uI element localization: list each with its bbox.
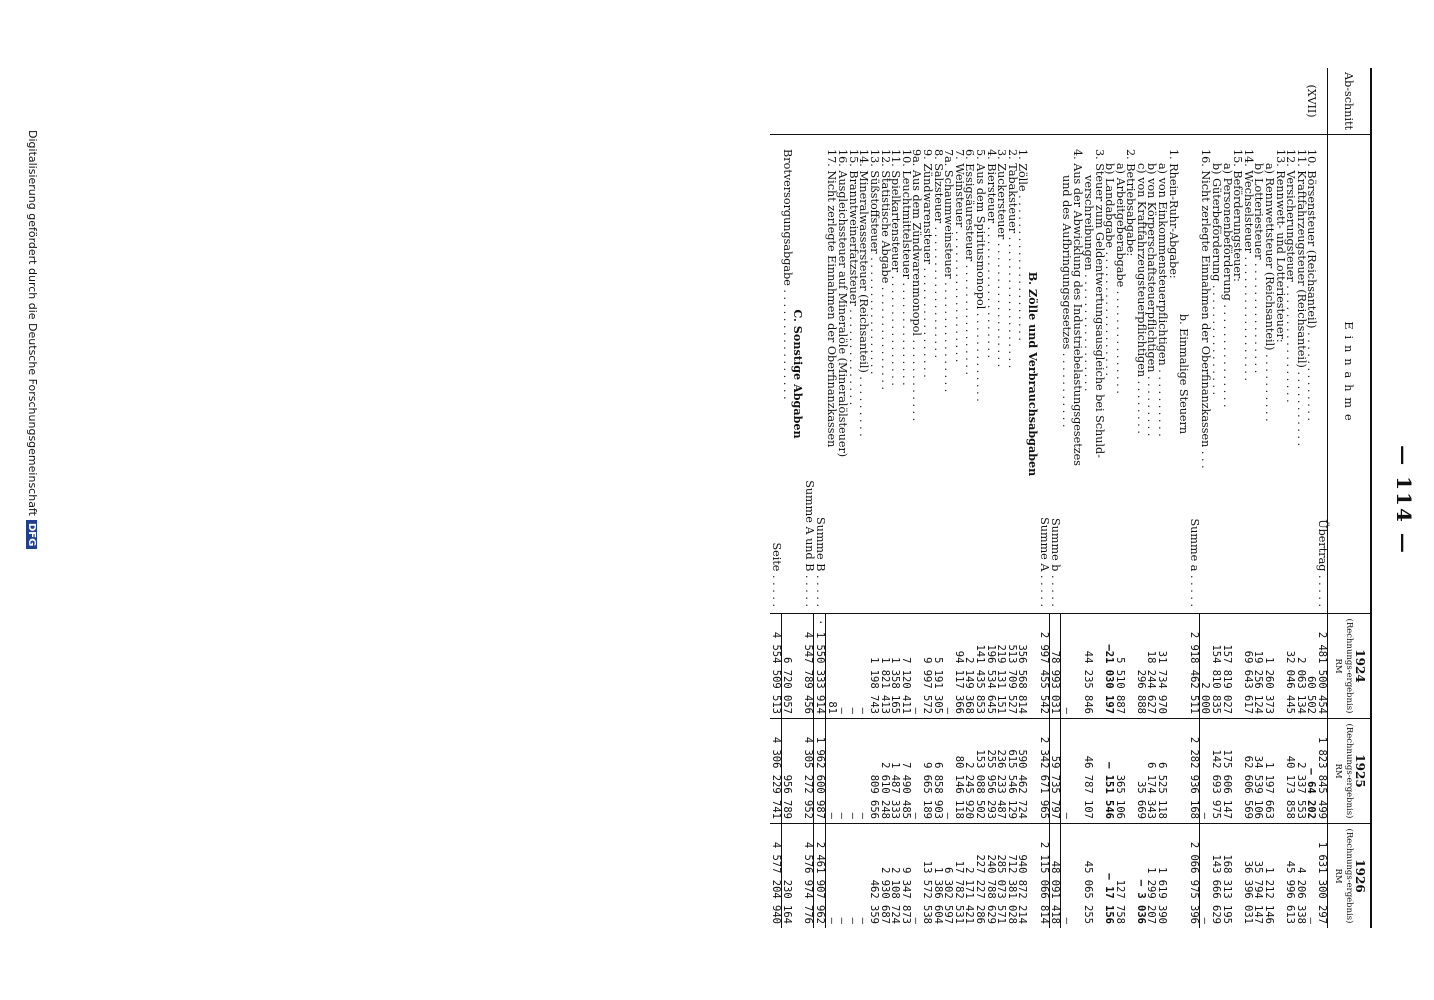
value-cell-1924: 4 547 789 456 bbox=[803, 614, 814, 719]
value-cell-1925: 809 656 bbox=[868, 719, 879, 824]
value-cell-1926: 712 381 028 bbox=[1005, 854, 1018, 924]
abschnitt-cell bbox=[879, 68, 890, 135]
value-cell-1926: 1 212 146 bbox=[1263, 867, 1276, 924]
value-cell-1926: 240 788 629 bbox=[984, 854, 997, 924]
credit-text: Digitalisierung gefördert durch die Deutsche Forschungsgemeinschaft bbox=[26, 130, 39, 516]
abschnitt-cell bbox=[1082, 68, 1093, 135]
header-sub: (Rechnungs-ergebnis) bbox=[1344, 828, 1355, 924]
value-cell-1925: 1 962 600 987 bbox=[814, 719, 826, 824]
abschnitt-cell bbox=[858, 68, 869, 135]
abschnitt-cell bbox=[1242, 68, 1253, 135]
einnahme-label: a) Arbeitgeberabgabe . . . . . . . . . . . . . . . bbox=[1114, 135, 1125, 614]
header-unit: RM bbox=[1333, 868, 1344, 884]
abschnitt-cell bbox=[890, 68, 901, 135]
value-cell-1924: 2 481 500 454 bbox=[1316, 614, 1327, 719]
value-cell-1924: 296 888 bbox=[1135, 614, 1146, 719]
value-cell-1924: 2 918 462 511 bbox=[1188, 614, 1199, 719]
value-cell-1924: 7 120 411 bbox=[900, 614, 911, 719]
value-cell-1926: 6 302 597 bbox=[942, 867, 955, 924]
value-cell-1926: 4 576 974 776 bbox=[803, 824, 814, 929]
einnahme-label: Brotversorgungsabgabe . . . . . . . . . . . . . . . . bbox=[781, 135, 792, 614]
value-cell-1924 bbox=[1125, 614, 1136, 719]
value-cell-1924: 513 709 527 bbox=[1006, 614, 1017, 719]
einnahme-label: 10. Börsensteuer (Reichsanteil) . . . . . . . . . . . . . bbox=[1306, 135, 1317, 614]
einnahme-label: b) Landabgabe . . . . . . . . . . . . . . . . . . bbox=[1104, 135, 1115, 614]
value-cell-1926: 4 577 204 940 bbox=[770, 824, 781, 929]
value-cell-1926: 36 396 031 bbox=[1241, 860, 1254, 924]
value-cell-1924: — bbox=[911, 614, 922, 719]
header-unit: RM bbox=[1333, 763, 1344, 779]
abschnitt-cell bbox=[1114, 68, 1125, 135]
value-cell-1925: 615 546 129 bbox=[1006, 719, 1017, 824]
abschnitt-cell bbox=[792, 68, 803, 135]
value-cell-1926: 45 996 613 bbox=[1284, 860, 1297, 924]
einnahme-label: 2. Betriebsabgabe: bbox=[1125, 135, 1136, 614]
value-cell-1926: 2 066 975 396 bbox=[1188, 824, 1199, 929]
einnahme-label: 8. Salzsteuer . . . . . . . . . . . . . . . . . . . bbox=[932, 135, 943, 614]
value-cell-1924: 5 191 305 bbox=[932, 614, 943, 719]
abschnitt-cell bbox=[1135, 68, 1146, 135]
page-number: — 114 — bbox=[1392, 445, 1416, 555]
value-cell-1924: 356 568 814 bbox=[1017, 614, 1028, 719]
value-cell-1924: 1 198 743 bbox=[868, 614, 879, 719]
abschnitt-cell bbox=[1316, 68, 1327, 135]
value-cell-1925: 2 610 248 bbox=[879, 719, 890, 824]
value-cell-1926 bbox=[1232, 824, 1243, 929]
value-cell-1924: — bbox=[847, 614, 858, 719]
abschnitt-cell bbox=[974, 68, 985, 135]
table-row bbox=[1049, 68, 1061, 928]
value-cell-1925: — 151 546 bbox=[1104, 719, 1115, 824]
abschnitt-cell bbox=[1104, 68, 1115, 135]
value-cell-1926: — bbox=[836, 917, 849, 924]
value-cell-1925: 59 735 797 bbox=[1049, 719, 1061, 824]
table-row bbox=[1157, 68, 1168, 928]
value-cell-1926: 1 386 604 bbox=[931, 867, 944, 924]
table-row bbox=[1038, 68, 1049, 928]
value-cell-1925: 6 858 903 bbox=[932, 719, 943, 824]
value-cell-1925: 1 197 663 bbox=[1263, 719, 1274, 824]
table-row bbox=[781, 68, 792, 928]
einnahme-label: Summe b . . . . . bbox=[1049, 135, 1061, 614]
value-cell-1925: — bbox=[847, 719, 858, 824]
table-row bbox=[837, 68, 848, 928]
value-cell-1926: 2 930 687 bbox=[878, 867, 891, 924]
abschnitt-cell bbox=[964, 68, 975, 135]
value-cell-1926: 2 461 907 962 bbox=[814, 824, 826, 929]
einnahme-label: 7a. Schaumweinsteuer . . . . . . . . . . . . . . . . bbox=[943, 135, 954, 614]
abschnitt-cell bbox=[1210, 68, 1221, 135]
value-cell-1925 bbox=[1167, 719, 1178, 824]
einnahme-label: 10. Leuchtmittelsteuer . . . . . . . . . . . . . . . bbox=[900, 135, 911, 614]
value-cell-1924 bbox=[1167, 614, 1178, 719]
value-cell-1925: 2 337 553 bbox=[1295, 719, 1306, 824]
value-cell-1926: 9 347 873 bbox=[899, 867, 912, 924]
einnahme-label: 3. Zuckersteuer . . . . . . . . . . . . . . . . . . bbox=[996, 135, 1007, 614]
abschnitt-cell bbox=[996, 68, 1007, 135]
value-cell-1925: 365 106 bbox=[1114, 719, 1125, 824]
table-body bbox=[770, 68, 1327, 928]
einnahme-label: 14. Mineralwassersteuer (Reichsanteil) . . . . . . . . . bbox=[858, 135, 869, 614]
einnahme-label: 4. Aus der Abwicklung des Industriebelastungsgesetzes bbox=[1072, 135, 1083, 614]
header-sub: (Rechnungs-ergebnis) bbox=[1344, 618, 1355, 714]
value-cell-1926 bbox=[1027, 824, 1038, 929]
table-header-row bbox=[1328, 68, 1372, 928]
einnahme-label: 15. Beförderungsteuer: bbox=[1232, 135, 1243, 614]
value-cell-1924 bbox=[1178, 614, 1189, 719]
value-cell-1925: 2 342 671 965 bbox=[1038, 719, 1049, 824]
einnahme-label: 7. Weinsteuer . . . . . . . . . . . . . . . . . . . bbox=[953, 135, 964, 614]
value-cell-1924: 9 997 572 bbox=[921, 614, 932, 719]
header-1926 bbox=[1328, 824, 1372, 929]
einnahme-label: 11. Spielkartensteuer . . . . . . . . . . . . . . . . bbox=[890, 135, 901, 614]
value-cell-1924: 5 510 887 bbox=[1114, 614, 1125, 719]
abschnitt-cell bbox=[1061, 68, 1072, 135]
value-cell-1924: 69 643 617 bbox=[1242, 614, 1253, 719]
table-row bbox=[770, 68, 781, 928]
value-cell-1924 bbox=[1093, 614, 1104, 719]
value-cell-1925: — bbox=[911, 719, 922, 824]
header-year: 1925 bbox=[1353, 754, 1368, 788]
value-cell-1925: 7 490 485 bbox=[900, 719, 911, 824]
value-cell-1924: 154 810 835 bbox=[1210, 614, 1221, 719]
table-row bbox=[1263, 68, 1274, 928]
value-cell-1926: — 3 036 bbox=[1134, 879, 1147, 924]
value-cell-1925 bbox=[1232, 719, 1243, 824]
einnahme-label: b. Einmalige Steuern bbox=[1178, 135, 1189, 614]
value-cell-1924: 19 256 124 bbox=[1253, 614, 1264, 719]
value-cell-1925: — bbox=[943, 719, 954, 824]
value-cell-1925 bbox=[1027, 719, 1038, 824]
einnahme-label: verschreibungen . . . . . . . . . . . . . . . . . bbox=[1082, 135, 1093, 614]
abschnitt-cell bbox=[985, 68, 996, 135]
dfg-logo: DFG bbox=[26, 520, 37, 549]
table-row bbox=[1210, 68, 1221, 928]
value-cell-1926: 13 572 538 bbox=[921, 860, 934, 924]
value-cell-1926 bbox=[1072, 824, 1083, 929]
value-cell-1925: 590 462 724 bbox=[1017, 719, 1028, 824]
value-cell-1925 bbox=[1274, 719, 1285, 824]
value-cell-1924: 141 435 853 bbox=[974, 614, 985, 719]
einnahme-label: 9. Zündwarensteuer . . . . . . . . . . . . . . . . bbox=[921, 135, 932, 614]
einnahme-label: Übertrag . . . . . bbox=[1316, 135, 1327, 614]
value-cell-1925: 62 606 569 bbox=[1242, 719, 1253, 824]
value-cell-1925: 4 305 272 952 bbox=[803, 719, 814, 824]
value-cell-1924: — bbox=[1061, 614, 1072, 719]
table-row bbox=[921, 68, 932, 928]
value-cell-1926: 45 065 255 bbox=[1081, 860, 1094, 924]
einnahme-label: 14. Wechselsteuer . . . . . . . . . . . . . . . . . . bbox=[1242, 135, 1253, 614]
value-cell-1924: 157 819 027 bbox=[1221, 614, 1232, 719]
value-cell-1925: 2 282 936 168 bbox=[1188, 719, 1199, 824]
abschnitt-cell bbox=[1093, 68, 1104, 135]
einnahme-label: C. Sonstige Abgaben bbox=[792, 135, 803, 614]
value-cell-1925: — bbox=[837, 719, 848, 824]
value-cell-1926: — bbox=[1060, 917, 1073, 924]
table-row bbox=[826, 68, 837, 928]
einnahme-label: 15. Branntweinerfatzsteuer . . . . . . . . . . . . . . bbox=[847, 135, 858, 614]
value-cell-1924: 94 117 366 bbox=[953, 614, 964, 719]
value-cell-1924: 32 046 445 bbox=[1285, 614, 1296, 719]
value-cell-1926: 2 108 724 bbox=[889, 867, 902, 924]
value-cell-1924: 18 244 627 bbox=[1146, 614, 1157, 719]
value-cell-1926 bbox=[1274, 824, 1285, 929]
abschnitt-cell bbox=[1017, 68, 1028, 135]
value-cell-1926: — 17 156 bbox=[1103, 873, 1116, 924]
value-cell-1926: — bbox=[1305, 917, 1318, 924]
value-cell-1925: — bbox=[858, 719, 869, 824]
value-cell-1926: 4 206 338 bbox=[1294, 867, 1307, 924]
abschnitt-cell bbox=[1188, 68, 1199, 135]
value-cell-1926: 143 666 629 bbox=[1210, 854, 1223, 924]
value-cell-1924: 60 502 bbox=[1306, 614, 1317, 719]
credit-line bbox=[26, 130, 39, 549]
value-cell-1925: 6 174 343 bbox=[1146, 719, 1157, 824]
value-cell-1925: 80 146 118 bbox=[953, 719, 964, 824]
value-cell-1926: 48 091 418 bbox=[1049, 824, 1061, 929]
abschnitt-cell bbox=[1263, 68, 1274, 135]
table-row bbox=[803, 68, 814, 928]
abschnitt-cell bbox=[1295, 68, 1306, 135]
table-row bbox=[868, 68, 879, 928]
table-row bbox=[1188, 68, 1199, 928]
value-cell-1926: 285 073 571 bbox=[995, 854, 1008, 924]
value-cell-1926: 168 313 195 bbox=[1220, 854, 1233, 924]
abschnitt-cell bbox=[1178, 68, 1189, 135]
value-cell-1925: — bbox=[1061, 719, 1072, 824]
value-cell-1924: — bbox=[943, 614, 954, 719]
value-cell-1925: 1 823 845 499 bbox=[1316, 719, 1327, 824]
header-year: 1926 bbox=[1353, 859, 1368, 893]
value-cell-1924: 6 720 057 bbox=[781, 614, 792, 719]
value-cell-1926: 17 782 531 bbox=[952, 860, 965, 924]
value-cell-1924: 2 063 134 bbox=[1295, 614, 1306, 719]
abschnitt-cell bbox=[1253, 68, 1264, 135]
abschnitt-cell bbox=[1146, 68, 1157, 135]
einnahme-label: b) Lotteriesteuer . . . . . . . . . . . . . . . . bbox=[1253, 135, 1264, 614]
einnahme-label: Seite . . . . . bbox=[770, 135, 781, 614]
value-cell-1924: 4 554 509 513 bbox=[770, 614, 781, 719]
einnahme-label: Summe A und B . . . . . bbox=[803, 135, 814, 614]
value-cell-1925 bbox=[1093, 719, 1104, 824]
abschnitt-cell bbox=[1072, 68, 1083, 135]
einnahme-label: 13. Süßstoffsteuer . . . . . . . . . . . . . . . . . bbox=[868, 135, 879, 614]
value-cell-1924: 2 997 455 542 bbox=[1038, 614, 1049, 719]
value-cell-1924: 31 734 970 bbox=[1157, 614, 1168, 719]
value-cell-1925: 2 245 920 bbox=[964, 719, 975, 824]
einnahme-label: 16. Nicht zerlegte Einnahmen der Oberfinanzkassen . . . bbox=[1199, 135, 1210, 614]
value-cell-1926: — bbox=[910, 917, 923, 924]
value-cell-1926: — bbox=[825, 917, 838, 924]
value-cell-1925: 153 088 502 bbox=[974, 719, 985, 824]
value-cell-1925: 255 956 293 bbox=[985, 719, 996, 824]
abschnitt-cell bbox=[868, 68, 879, 135]
einnahme-label: a) Rennwettsteuer (Reichsanteil) . . . . . . . . . . bbox=[1263, 135, 1274, 614]
header-sub: (Rechnungs-ergebnis) bbox=[1344, 723, 1355, 819]
value-cell-1925: 236 233 487 bbox=[996, 719, 1007, 824]
value-cell-1926 bbox=[1167, 824, 1178, 929]
abschnitt-cell bbox=[826, 68, 837, 135]
value-cell-1926: 230 164 bbox=[781, 879, 794, 924]
value-cell-1924: 1 358 165 bbox=[890, 614, 901, 719]
einnahme-label: 1. Rhein-Ruhr-Abgabe: bbox=[1167, 135, 1178, 614]
value-cell-1925 bbox=[1072, 719, 1083, 824]
abschnitt-cell bbox=[1285, 68, 1296, 135]
abschnitt-cell bbox=[1038, 68, 1049, 135]
einnahme-label: 4. Biersteuer . . . . . . . . . . . . . . . . . . . bbox=[985, 135, 996, 614]
value-cell-1924: 196 534 645 bbox=[985, 614, 996, 719]
header-einnahme: Einnahme bbox=[1328, 135, 1372, 614]
value-cell-1924: 2 000 bbox=[1199, 614, 1210, 719]
value-cell-1926: 2 171 421 bbox=[963, 867, 976, 924]
abschnitt-cell bbox=[932, 68, 943, 135]
value-cell-1926 bbox=[1125, 824, 1136, 929]
einnahme-label: und des Aufbringungsgesetzes . . . . . . . . . . . bbox=[1061, 135, 1072, 614]
einnahme-label: 5. Aus dem Spiritusmonopol . . . . . . . . . . . . . bbox=[974, 135, 985, 614]
value-cell-1926: 2 115 066 814 bbox=[1038, 824, 1049, 929]
abschnitt-cell bbox=[1125, 68, 1136, 135]
einnahme-label: 9a. Aus dem Zündwarenmonopol . . . . . . . . . . . . bbox=[911, 135, 922, 614]
abschnitt-cell bbox=[943, 68, 954, 135]
value-cell-1925: 956 789 bbox=[781, 719, 792, 824]
abschnitt-cell bbox=[814, 68, 826, 135]
value-cell-1924 bbox=[792, 614, 803, 719]
abschnitt-cell bbox=[911, 68, 922, 135]
einnahme-label: Summe B . . . . . bbox=[814, 135, 826, 614]
value-cell-1925: 40 173 858 bbox=[1285, 719, 1296, 824]
value-cell-1925: 6 525 118 bbox=[1157, 719, 1168, 824]
value-cell-1924: 44 235 846 bbox=[1082, 614, 1093, 719]
revenue-table bbox=[770, 68, 1372, 928]
value-cell-1925 bbox=[1178, 719, 1189, 824]
abschnitt-cell bbox=[781, 68, 792, 135]
value-cell-1926 bbox=[792, 824, 803, 929]
header-unit: RM bbox=[1333, 658, 1344, 674]
einnahme-label: 11. Kraftfahrzeugsteuer (Reichsanteil) . . . . . . . . . . . bbox=[1295, 135, 1306, 614]
header-1924 bbox=[1328, 614, 1372, 719]
einnahme-label: a) von Einkommensteuerpflichtigen . . . . . . . . . . bbox=[1157, 135, 1168, 614]
value-cell-1926: — bbox=[857, 917, 870, 924]
value-cell-1924: 219 131 151 bbox=[996, 614, 1007, 719]
einnahme-label: 12. Statistische Abgabe . . . . . . . . . . . . . . . bbox=[879, 135, 890, 614]
header-1925 bbox=[1328, 719, 1372, 824]
value-cell-1925: — bbox=[826, 719, 837, 824]
einnahme-label: 6. Essigsäuresteuer . . . . . . . . . . . . . . . . bbox=[964, 135, 975, 614]
abschnitt-cell bbox=[803, 68, 814, 135]
value-cell-1925: 1 487 333 bbox=[890, 719, 901, 824]
value-cell-1924: 81 bbox=[826, 614, 837, 719]
einnahme-label: 1. Zölle . . . . . . . . . . . . . . . . . . . . . bbox=[1017, 135, 1028, 614]
header-year: 1924 bbox=[1353, 649, 1368, 683]
value-cell-1925: 4 306 229 741 bbox=[770, 719, 781, 824]
abschnitt-cell bbox=[770, 68, 781, 135]
abschnitt-cell: (XVII) bbox=[1306, 68, 1317, 135]
abschnitt-cell bbox=[921, 68, 932, 135]
value-cell-1926: 1 631 300 297 bbox=[1316, 841, 1328, 924]
value-cell-1926: 940 872 214 bbox=[1016, 854, 1029, 924]
einnahme-label: 13. Rennwett- und Lotteriesteuer: bbox=[1274, 135, 1285, 614]
abschnitt-cell bbox=[1157, 68, 1168, 135]
einnahme-label: Summe a . . . . . bbox=[1188, 135, 1199, 614]
value-cell-1924: 1 260 373 bbox=[1263, 614, 1274, 719]
abschnitt-cell bbox=[847, 68, 858, 135]
table-row bbox=[1072, 68, 1083, 928]
value-cell-1924 bbox=[1072, 614, 1083, 719]
value-cell-1926 bbox=[1093, 824, 1104, 929]
value-cell-1925: 175 606 147 bbox=[1221, 719, 1232, 824]
value-cell-1925: 34 539 106 bbox=[1253, 719, 1264, 824]
value-cell-1924: 1 821 413 bbox=[879, 614, 890, 719]
einnahme-label: 2. Tabaksteuer . . . . . . . . . . . . . . . . . . . bbox=[1006, 135, 1017, 614]
einnahme-label: c) von Kraftfahrzeugsteuerpflichtigen . . . . . . . . bbox=[1135, 135, 1146, 614]
abschnitt-cell bbox=[1006, 68, 1017, 135]
abschnitt-cell bbox=[1027, 68, 1038, 135]
value-cell-1924: · 1 550 333 914 bbox=[814, 614, 826, 719]
abschnitt-cell bbox=[1199, 68, 1210, 135]
value-cell-1924: — bbox=[837, 614, 848, 719]
abschnitt-cell bbox=[1167, 68, 1178, 135]
value-cell-1926: 462 359 bbox=[868, 879, 881, 924]
einnahme-label: 12. Versicherungsteuer . . . . . . . . . . . . . . . . . bbox=[1285, 135, 1296, 614]
value-cell-1925: — 64 202 bbox=[1306, 719, 1317, 824]
abschnitt-cell bbox=[1221, 68, 1232, 135]
value-cell-1926: 1 619 390 bbox=[1156, 867, 1169, 924]
einnahme-label: B. Zölle und Verbrauchsabgaben bbox=[1027, 135, 1038, 614]
value-cell-1925: 46 787 107 bbox=[1082, 719, 1093, 824]
einnahme-label: a) Personenbeförderung . . . . . . . . . . . . . . . bbox=[1221, 135, 1232, 614]
value-cell-1926 bbox=[1178, 824, 1189, 929]
table-row bbox=[1316, 68, 1327, 928]
table-row bbox=[1199, 68, 1210, 928]
value-cell-1924 bbox=[1232, 614, 1243, 719]
value-cell-1925: 142 693 975 bbox=[1210, 719, 1221, 824]
value-cell-1926: 127 758 bbox=[1113, 879, 1126, 924]
einnahme-label: b) von Körperschaftsteuerpflichtigen . . . . . . . . . bbox=[1146, 135, 1157, 614]
header-abschnitt: Ab-schnitt bbox=[1328, 68, 1372, 135]
value-cell-1924 bbox=[1274, 614, 1285, 719]
einnahme-label: Summe A . . . . . bbox=[1038, 135, 1049, 614]
value-cell-1926: — bbox=[846, 917, 859, 924]
abschnitt-cell bbox=[1049, 68, 1061, 135]
einnahme-label: 17. Nicht zerlegte Einnahmen der Oberfinanzkassen bbox=[826, 135, 837, 614]
value-cell-1926: — bbox=[1199, 917, 1212, 924]
abschnitt-cell bbox=[837, 68, 848, 135]
value-cell-1925: — bbox=[1199, 719, 1210, 824]
abschnitt-cell bbox=[1232, 68, 1243, 135]
value-cell-1926: 35 794 147 bbox=[1252, 860, 1265, 924]
value-cell-1926: 227 227 286 bbox=[974, 854, 986, 924]
einnahme-label: 3. Steuer zum Geldentwertungsausgleiche bei Schuld- bbox=[1093, 135, 1104, 614]
einnahme-label: b) Güterbeförderung . . . . . . . . . . . . . . . . bbox=[1210, 135, 1221, 614]
abschnitt-cell bbox=[900, 68, 911, 135]
value-cell-1925: 9 665 189 bbox=[921, 719, 932, 824]
value-cell-1925 bbox=[1125, 719, 1136, 824]
value-cell-1924: 2 149 368 bbox=[964, 614, 975, 719]
value-cell-1924 bbox=[1027, 614, 1038, 719]
value-cell-1925 bbox=[792, 719, 803, 824]
value-cell-1924: — bbox=[858, 614, 869, 719]
einnahme-label: 16. Ausgleichssteuer auf Mineralöle (Mineralölsteuer) bbox=[837, 135, 848, 614]
value-cell-1926: 1 299 207 bbox=[1145, 867, 1158, 924]
abschnitt-cell bbox=[1274, 68, 1285, 135]
value-cell-1924: 78 993 031 bbox=[1049, 614, 1061, 719]
value-cell-1924: —21 030 197 bbox=[1104, 614, 1115, 719]
table-row bbox=[1061, 68, 1072, 928]
value-cell-1925: 35 669 bbox=[1135, 719, 1146, 824]
abschnitt-cell bbox=[953, 68, 964, 135]
